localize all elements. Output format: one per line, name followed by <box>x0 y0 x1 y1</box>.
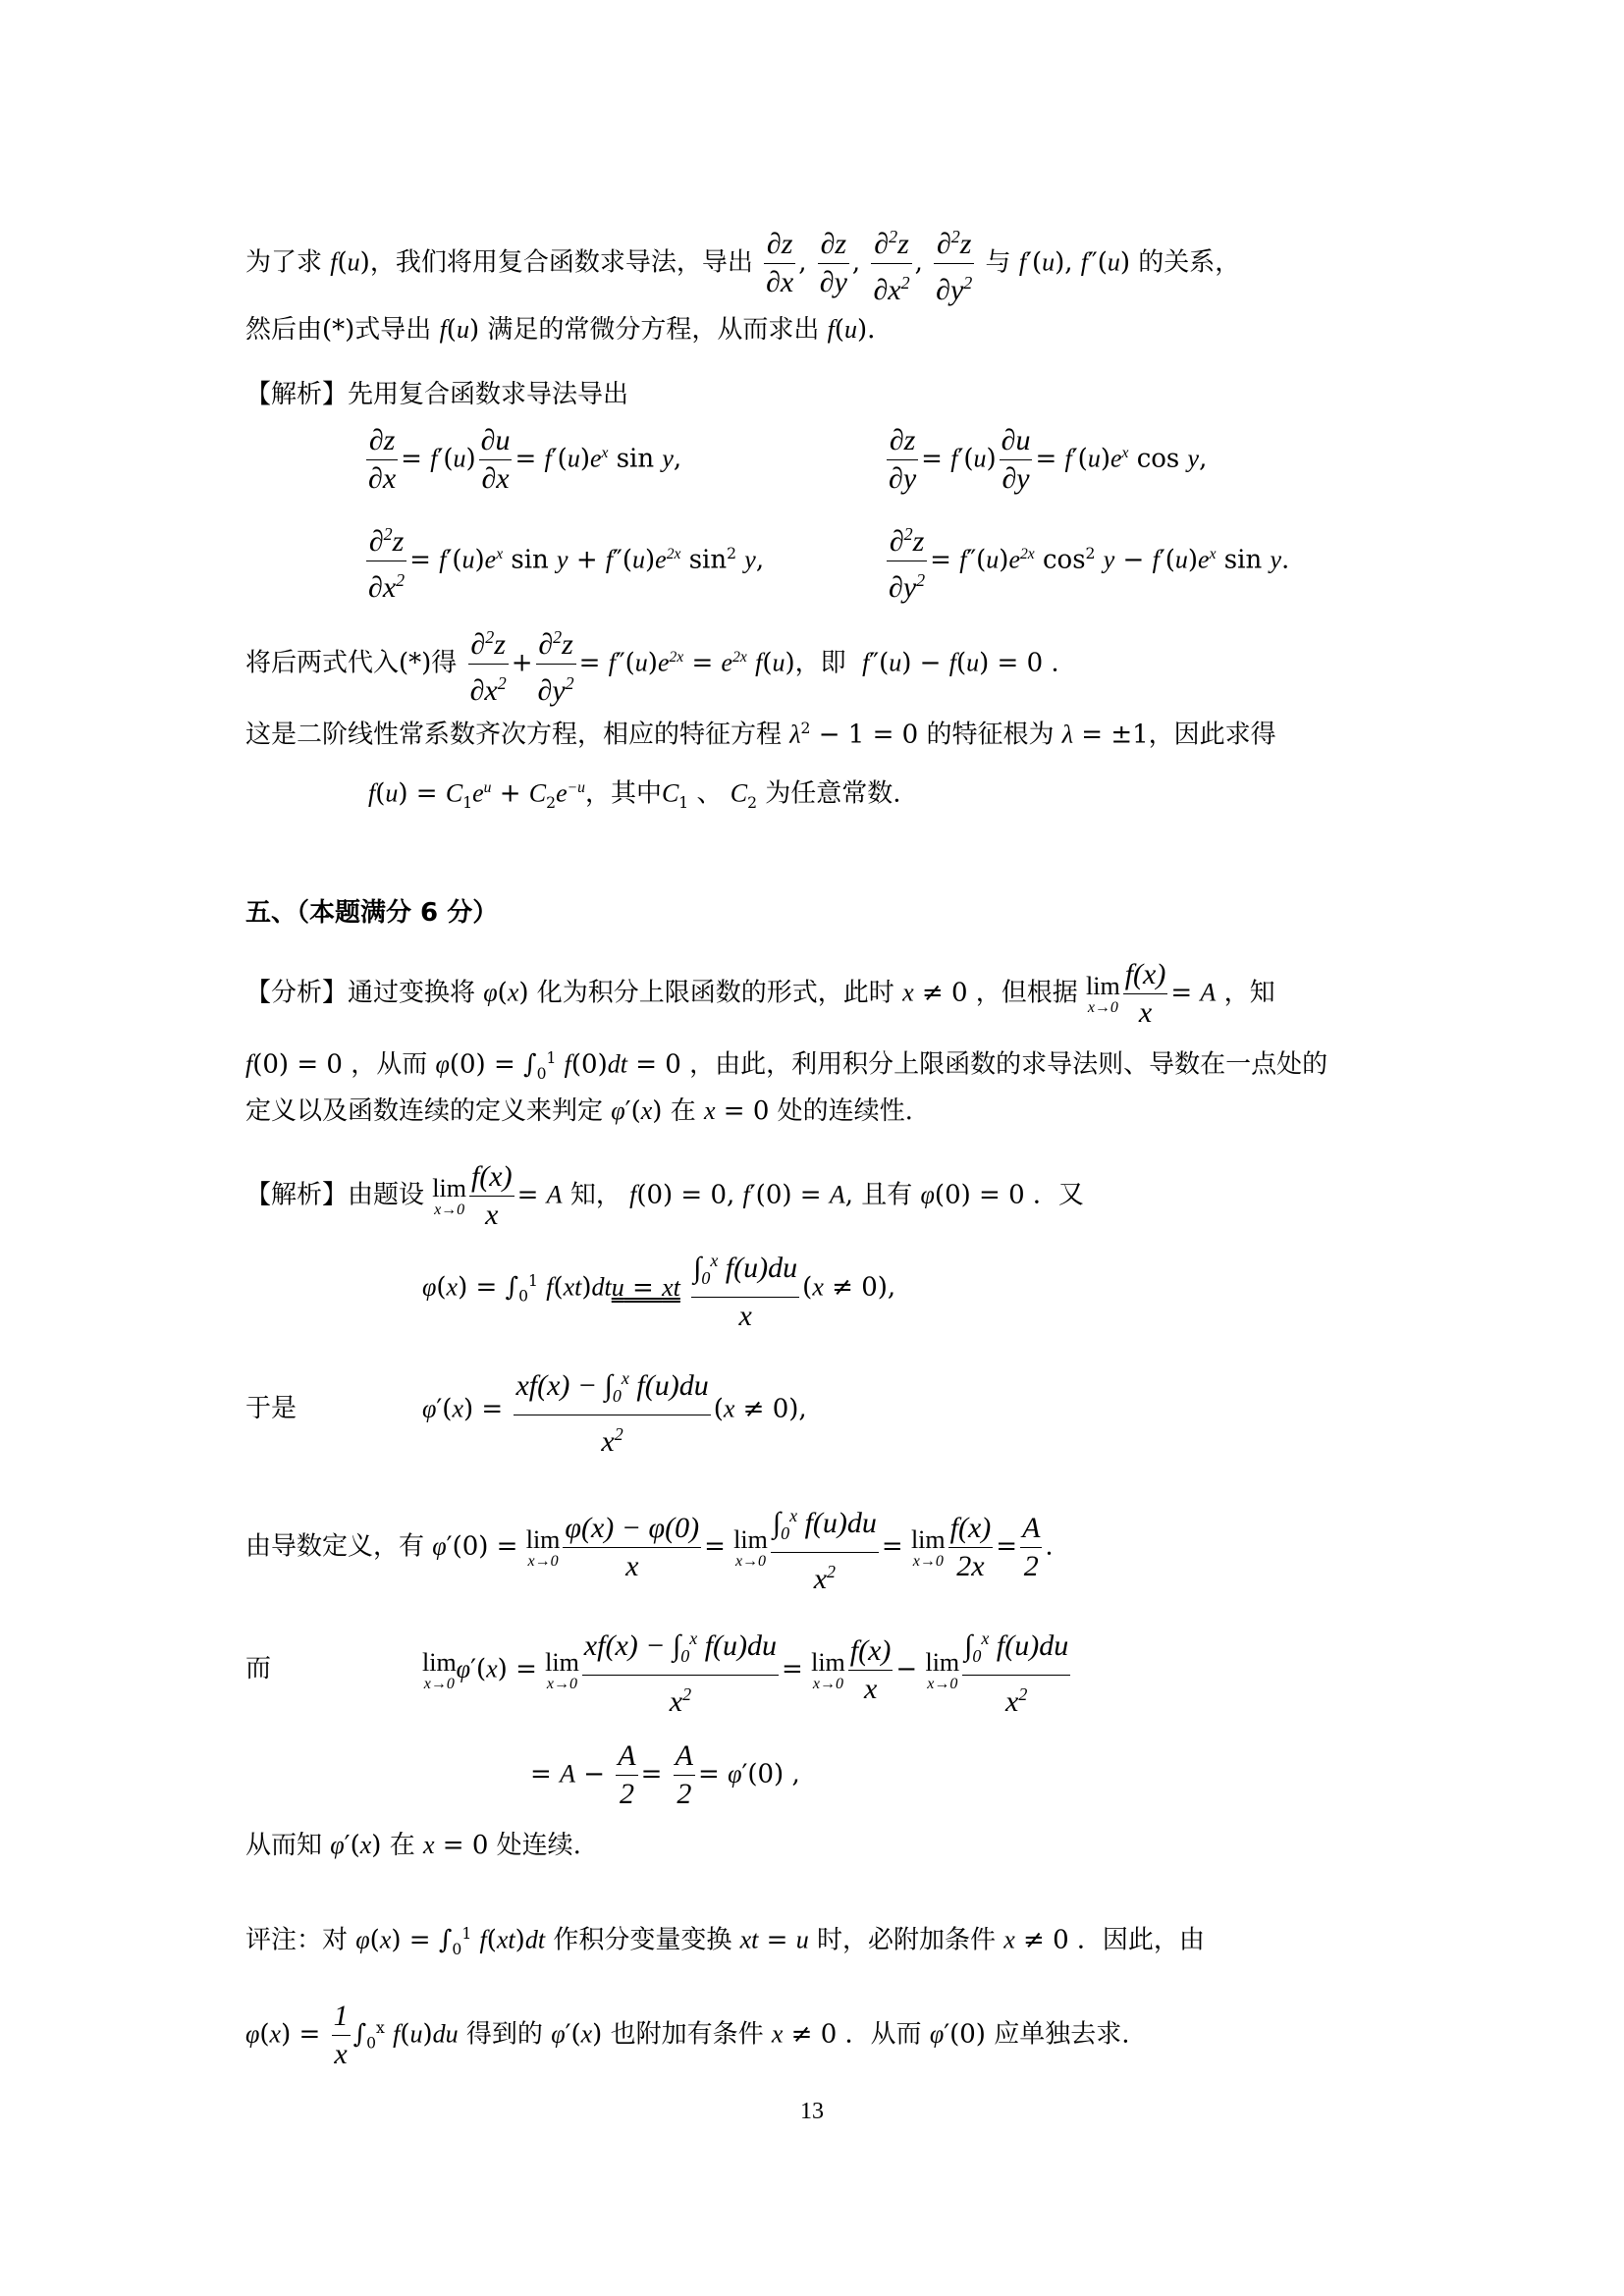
derivative-def-line: 由导数定义，有 φ′(0) = lim x→0 $\frac{\varphi(x) - \varphi(0)}{x}$ = lim x→0 $\frac{\int_0^x f(u)du}{x^2}$ = lim x→0 $\frac{f(x)}{2x}$ = $\frac{A}{2}$ . <box>245 1497 1054 1598</box>
yushi-label: 于是 <box>245 1394 298 1423</box>
comment-line-2: φ(x) = $\frac{1}{x}$ $\int_0^x$ f(u)du 得到的 φ′(x) 也附加有条件 x ≠ 0 ．从而 φ′(0) 应单独去求. <box>245 2000 1130 2070</box>
fenxi-line-1: 【分析】通过变换将 φ(x) 化为积分上限函数的形式，此时 x ≠ 0 ，但根据 lim x→0 $\frac{f(x)}{x}$ = A ，知 <box>245 958 1275 1029</box>
formula: $\frac{\partial^2z}{\partial y^2}$ <box>934 218 974 309</box>
page-number: 13 <box>800 2099 824 2124</box>
jiexi5-line: 【解析】由题设 lim x→0 $\frac{f(x)}{x}$ = A 知， f(0) = 0, f′(0) = A, 且有 φ(0) = 0 ．又 <box>245 1160 1084 1231</box>
formula: $\frac{\partial z}{\partial x}$ <box>766 228 794 298</box>
paragraph-line-2: 然后由(*)式导出 f(u) 满足的常微分方程，从而求出 f(u)． <box>245 315 893 345</box>
formula: $\frac{\partial^2z}{\partial x^2}$ <box>871 218 911 309</box>
phi-derivative: φ′(x) = $\frac{xf(x) - \int_0^x f(u)du}{x^2}$ (x ≠ 0), <box>422 1360 807 1461</box>
conclusion-line: 从而知 φ′(x) 在 x = 0 处连续. <box>245 1831 581 1860</box>
er-label: 而 <box>245 1654 272 1683</box>
text-span: 为了求 <box>245 247 323 278</box>
solution-line: $f(u) = C_1e^u + C_2e^{-u}$，其中$C_1$ 、 $C_2$ 为任意常数. <box>368 778 901 812</box>
limit-result: = A − $\frac{A}{2}$ = $\frac{A}{2}$ = φ′(0) , <box>530 1739 800 1810</box>
fenxi-line-3: 定义以及函数连续的定义来判定 φ′(x) 在 x = 0 处的连续性. <box>245 1096 913 1126</box>
analysis-heading: 【解析】先用复合函数求导法导出 <box>245 380 629 409</box>
equation-row-2b: $\frac{\partial^2z}{\partial y^2}$ = $f''(u)e^{2x}$ $\cos^2 y - f'(u)e^x$ sin y. <box>884 515 1289 607</box>
ode-line: 这是二阶线性常系数齐次方程，相应的特征方程 $\lambda^2 - 1 = 0$ 的特征根为 λ = ±1，因此求得 <box>245 720 1276 750</box>
equation-row-2: $\frac{\partial^2z}{\partial x^2}$ = $f'(u)e^x$ $\sin y + f''(u)e^{2x}$ $\sin^2 y$, <box>363 515 764 607</box>
section-title: 五、（本题满分 6 分） <box>245 898 499 928</box>
limit-line: lim x→0 φ′(x) = lim x→0 $\frac{xf(x) - \int_0^x f(u)du}{x^2}$ = lim x→0 $\frac{f(x)}{x}$ − lim x→0 $\frac{\int_0^x f(u)du}{x^2}$ <box>422 1620 1073 1721</box>
comment-line-1: 评注：对 $\varphi(x) = \int_0^1$ f(xt)dt 作积分变量变换 xt = u 时，必附加条件 x ≠ 0 ．因此，由 <box>245 1925 1205 1958</box>
equation-row-1b: $\frac{\partial z}{\partial y}$ = f′(u) $\frac{\partial u}{\partial y}$ = $f'(u)e^x$ cos y, <box>889 424 1208 495</box>
phi-definition: $\varphi(x) = \int_0^1$ f(xt)dtu = xt $\frac{\int_0^x f(u)du}{x}$ (x ≠ 0), <box>422 1242 895 1335</box>
paragraph-line-1: 为了求 f(u)，我们将用复合函数求导法，导出 $\frac{\partial z}{\partial x}$ , $\frac{\partial z}{\partial y}$ , $\frac{\partial^2z}{\partial x^2}$ , $\frac{\partial^2z}{\partial y^2}$ 与 f′(u), f″(u) 的关系， <box>245 218 1240 309</box>
substitution-line: 将后两式代入(*)得 $\frac{\partial^2z}{\partial x^2}$ + $\frac{\partial^2z}{\partial y^2}$ = $f''(u)e^{2x} = e^{2x}$ f(u)，即 f″(u) − f(u) = 0 . <box>245 618 1059 710</box>
equation-row-1: $\frac{\partial z}{\partial x}$ = f′(u) $\frac{\partial u}{\partial x}$ = $f'(u)e^x$ sin y, <box>368 424 682 495</box>
formula: $\frac{\partial z}{\partial y}$ <box>819 228 847 298</box>
fenxi-line-2: f(0) = 0 ，从而 $\varphi(0) = \int_0^1$ f(0)dt = 0 ，由此，利用积分上限函数的求导法则、导数在一点处的 <box>245 1049 1328 1083</box>
